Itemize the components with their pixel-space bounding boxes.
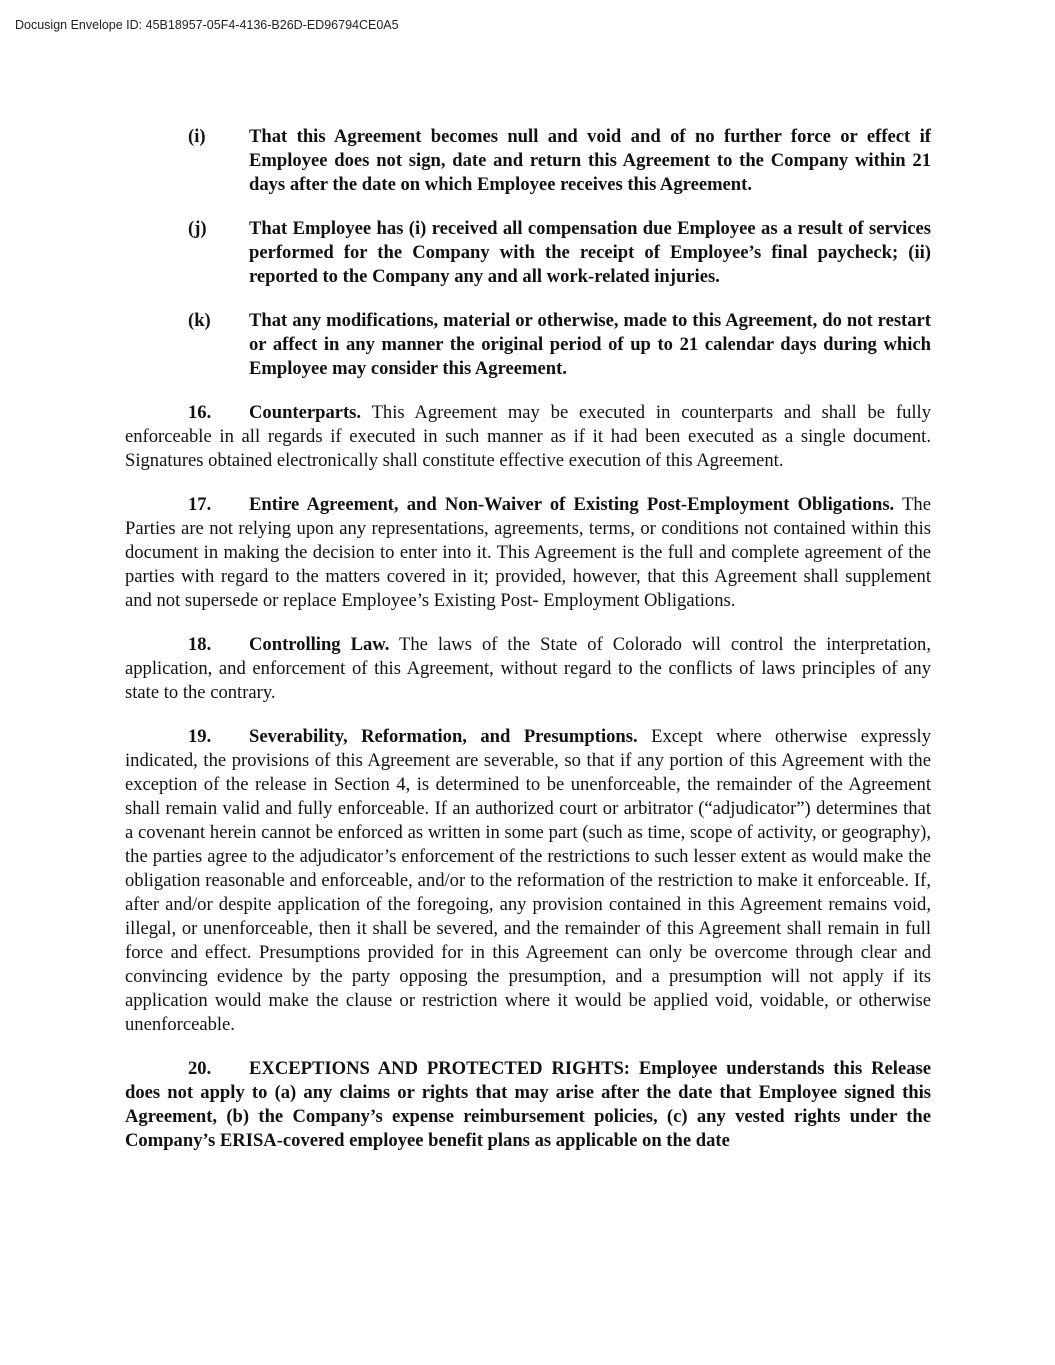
section-body: Employee understands this Release does not apply to (a) any claims or rights that may arise after the date that Employee signed this Agreement, (b) the Company’s expense reimbursement policies, (c) any vested rights under the Company’s ERISA-covered employee benefit plans as applicable on the date — [125, 1058, 931, 1151]
section-number: 19. — [188, 726, 212, 747]
list-item-text: That any modifications, material or otherwise, made to this Agreement, do not restart or affect in any manner the original period of up to 21 calendar days during which Employee may consider this Agreement. — [249, 310, 931, 379]
section-number: 16. — [188, 402, 212, 423]
section-body: The Parties are not relying upon any representations, agreements, terms, or conditions not contained within this document in making the decision to enter into it. This Agreement is the full and complete agreement of the parties with regard to the matters covered in it; provided, however, that this Agreement shall supplement and not supersede or replace Employee’s Existing Post- Employment Obligations. — [125, 494, 931, 611]
list-item-marker: (k) — [188, 310, 211, 331]
section-heading: Controlling Law. — [249, 634, 390, 655]
list-item-j — [125, 217, 931, 289]
section-heading: EXCEPTIONS AND PROTECTED RIGHTS: — [249, 1058, 631, 1079]
section-20-exceptions — [125, 1057, 931, 1153]
list-item-text: That Employee has (i) received all compensation due Employee as a result of services performed for the Company with the receipt of Employee’s final paycheck; (ii) reported to the Company any and all work-related injuries. — [249, 218, 931, 287]
section-number: 18. — [188, 634, 212, 655]
list-item-marker: (j) — [188, 218, 207, 239]
list-item-text: That this Agreement becomes null and void and of no further force or effect if Employee does not sign, date and return this Agreement to the Company within 21 days after the date on which Employee receives this Agreement. — [249, 126, 931, 195]
section-body: The laws of the State of Colorado will control the interpretation, application, and enforcement of this Agreement, without regard to the conflicts of laws principles of any state to the contrary. — [125, 634, 931, 703]
section-heading: Counterparts. — [249, 402, 362, 423]
list-item-k — [125, 309, 931, 381]
section-19-severability — [125, 725, 931, 1037]
section-16-counterparts — [125, 401, 931, 473]
list-item-i — [125, 125, 931, 197]
envelope-id-header: Docusign Envelope ID: 45B18957-05F4-4136-B26D-ED96794CE0A5 — [15, 18, 399, 32]
section-17-entire-agreement — [125, 493, 931, 613]
section-18-controlling-law — [125, 633, 931, 705]
section-heading: Entire Agreement, and Non-Waiver of Existing Post-Employment Obligations. — [249, 494, 895, 515]
section-heading: Severability, Reformation, and Presumptions. — [249, 726, 638, 747]
list-item-marker: (i) — [188, 126, 206, 147]
section-number: 17. — [188, 494, 212, 515]
section-body: This Agreement may be executed in counterparts and shall be fully enforceable in all regards if executed in such manner as if it had been executed as a single document. Signatures obtained electronically shall constitute effective execution of this Agreement. — [125, 402, 931, 471]
section-number: 20. — [188, 1058, 212, 1079]
section-body: Except where otherwise expressly indicated, the provisions of this Agreement are severable, so that if any portion of this Agreement with the exception of the release in Section 4, is determined to be unenforceable, the remainder of the Agreement shall remain valid and fully enforceable. If an authorized court or arbitrator (“adjudicator”) determines that a covenant herein cannot be enforced as written in some part (such as time, scope of activity, or geography), the parties agree to the adjudicator’s enforcement of the restrictions to such lesser extent as would make the obligation reasonable and enforceable, and/or to the reformation of the restriction to make it enforceable. If, after and/or despite application of the foregoing, any provision contained in this Agreement remains void, illegal, or unenforceable, then it shall be severed, and the remainder of this Agreement shall remain in full force and effect. Presumptions provided for in this Agreement can only be overcome through clear and convincing evidence by the party opposing the presumption, and a presumption will not apply if its application would make the clause or restriction where it would be applied void, voidable, or otherwise unenforceable. — [125, 726, 931, 1035]
document-page-body — [125, 125, 931, 1173]
